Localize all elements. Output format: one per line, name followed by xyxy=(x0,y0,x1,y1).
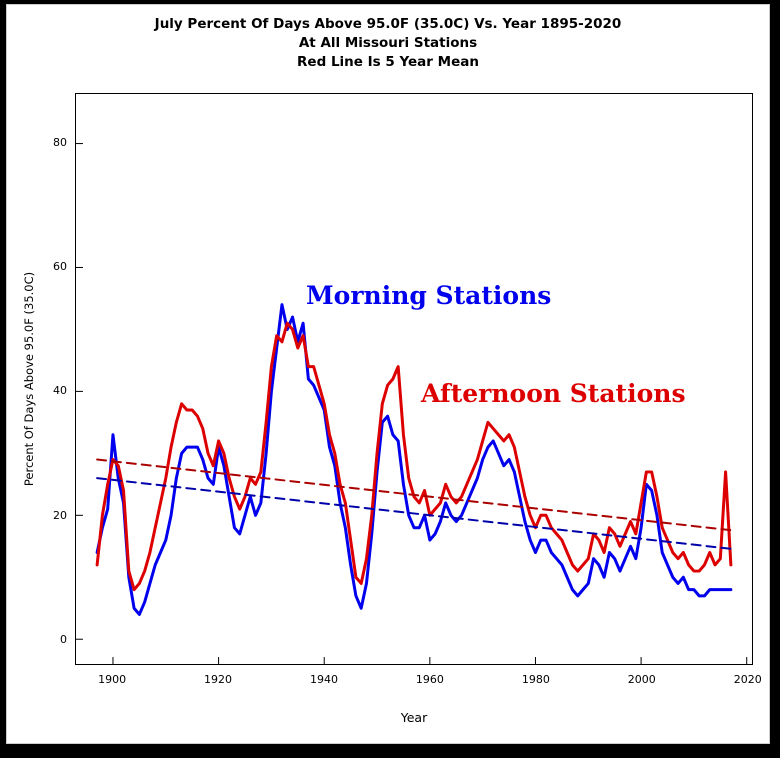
annotation-afternoon-stations: Afternoon Stations xyxy=(421,379,686,408)
y-axis-label-wrap xyxy=(22,93,38,665)
x-tick-label: 1940 xyxy=(309,673,338,686)
series-afternoon-stations-trend xyxy=(97,460,736,531)
x-tick-label: 1980 xyxy=(521,673,550,686)
y-tick-label: 80 xyxy=(53,135,67,149)
chart-subtitle: At All Missouri Stations xyxy=(298,35,478,52)
y-axis-label: Percent Of Days Above 95.0F (35.0C) xyxy=(22,271,36,487)
y-tick-label: 0 xyxy=(60,633,67,647)
series-afternoon-stations xyxy=(97,323,731,589)
y-tick-label: 40 xyxy=(53,384,67,398)
chart-subtitle-secondary: Red Line Is 5 Year Mean xyxy=(297,54,479,71)
chart-figure xyxy=(6,4,770,744)
x-axis-label: Year xyxy=(400,710,428,725)
x-tick-label: 1920 xyxy=(204,673,233,686)
data-series xyxy=(97,305,736,615)
x-tick-label: 1900 xyxy=(98,673,127,686)
plot-area xyxy=(75,93,753,665)
x-tick-label: 1960 xyxy=(415,673,444,686)
x-tick-label: 2020 xyxy=(733,673,762,686)
series-morning-stations xyxy=(97,305,731,615)
chart-title-block xyxy=(7,15,769,72)
y-tick-label: 20 xyxy=(53,508,67,522)
annotation-morning-stations: Morning Stations xyxy=(306,281,552,310)
x-tick-label: 2000 xyxy=(627,673,656,686)
y-tick-label: 60 xyxy=(53,260,67,274)
chart-title: July Percent Of Days Above 95.0F (35.0C) Vs. Year 1895-2020 xyxy=(154,16,622,32)
